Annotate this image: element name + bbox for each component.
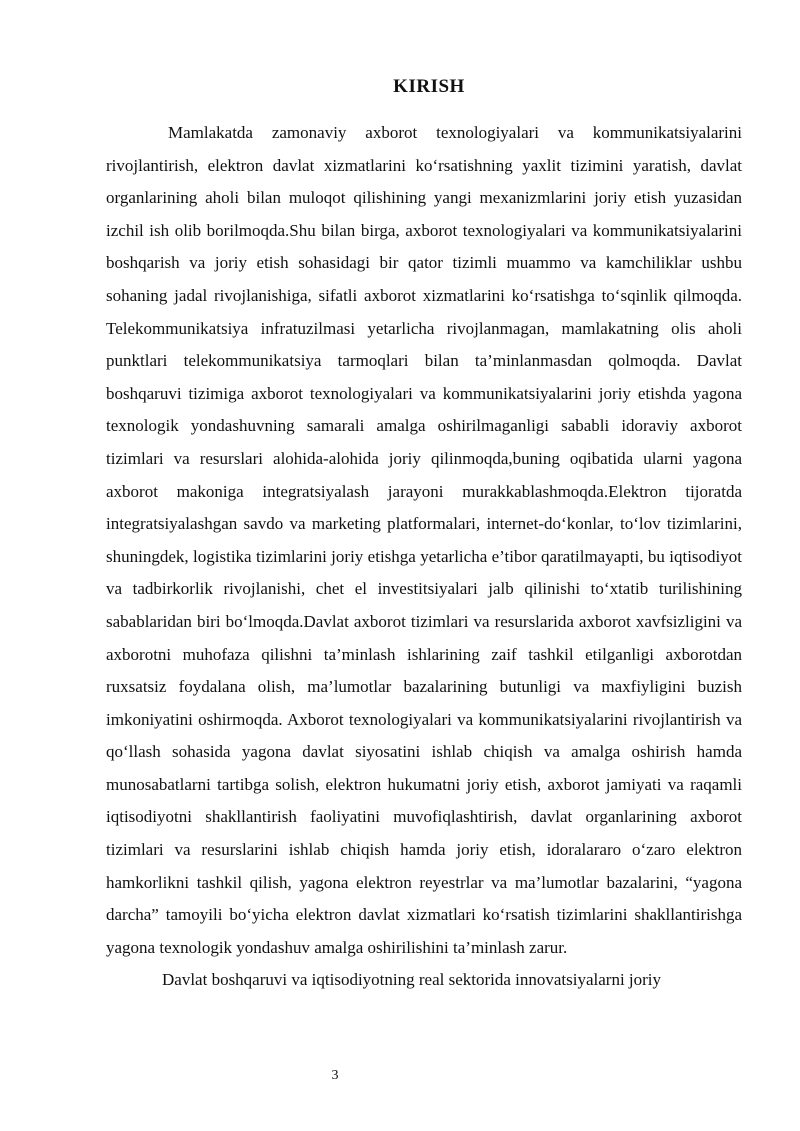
document-body bbox=[106, 117, 742, 997]
paragraph-introduction: Mamlakatda zamonaviy axborot texnologiyalari va kommunikatsiyalarini rivojlantirish, elektron davlat xizmatlarini ko‘rsatishning yaxlit tizimini yaratish, davlat organlarining aholi bilan muloqot qilishining yangi mexanizmlarini joriy etish yuzasidan izchil ish olib borilmoqda.Shu bilan birga, axborot texnologiyalari va kommunikatsiyalarini boshqarish va joriy etish sohasidagi bir qator tizimli muammo va kamchiliklar ushbu sohaning jadal rivojlanishiga, sifatli axborot xizmatlarini ko‘rsatishga to‘sqinlik qilmoqda. Telekommunikatsiya infratuzilmasi yetarlicha rivojlanmagan, mamlakatning olis aholi punktlari telekommunikatsiya tarmoqlari bilan ta’minlanmasdan qolmoqda. Davlat boshqaruvi tizimiga axborot texnologiyalari va kommunikatsiyalarini joriy etishda yagona texnologik yondashuvning samarali amalga oshirilmaganligi sababli idoraviy axborot tizimlari va resurslari alohida-alohida joriy qilinmoqda,buning oqibatida ularni yagona axborot makoniga integratsiyalash jarayoni murakkablashmoqda.Elektron tijoratda integratsiyalashgan savdo va marketing platformalari, internet-do‘konlar, to‘lov tizimlarini, shuningdek, logistika tizimlarini joriy etishga yetarlicha e’tibor qaratilmayapti, bu iqtisodiyot va tadbirkorlik rivojlanishi, chet el investitsiyalari jalb qilinishi to‘xtatib turilishining sabablaridan biri bo‘lmoqda.Davlat axborot tizimlari va resurslarida axborot xavfsizligini va axborotni muhofaza qilishni ta’minlash ishlarining zaif tashkil etilganligi axborotdan ruxsatsiz foydalana olish, ma’lumotlar bazalarining butunligi va maxfiyligini buzish imkoniyatini oshirmoqda. Axborot texnologiyalari va kommunikatsiyalarini rivojlantirish va qo‘llash sohasida yagona davlat siyosatini ishlab chiqish va amalga oshirish hamda munosabatlarni tartibga solish, elektron hukumatni joriy etish, axborot jamiyati va raqamli iqtisodiyotni shakllantirish faoliyatini muvofiqlashtirish, davlat organlarining axborot tizimlari va resurslarini ishlab chiqish hamda joriy etish, idoralararo o‘zaro elektron hamkorlikni tashkil qilish, yagona elektron reyestrlar va ma’lumotlar bazalarini, “yagona darcha” tamoyili bo‘yicha elektron davlat xizmatlari ko‘rsatish tizimlarini shakllantirishga yagona texnologik yondashuv amalga oshirilishini ta’minlash zarur. bbox=[106, 123, 742, 957]
section-heading: KIRISH bbox=[393, 76, 465, 97]
page-number: 3 bbox=[331, 1068, 339, 1083]
paragraph-continuation: Davlat boshqaruvi va iqtisodiyotning real sektorida innovatsiyalarni joriy bbox=[162, 970, 662, 990]
